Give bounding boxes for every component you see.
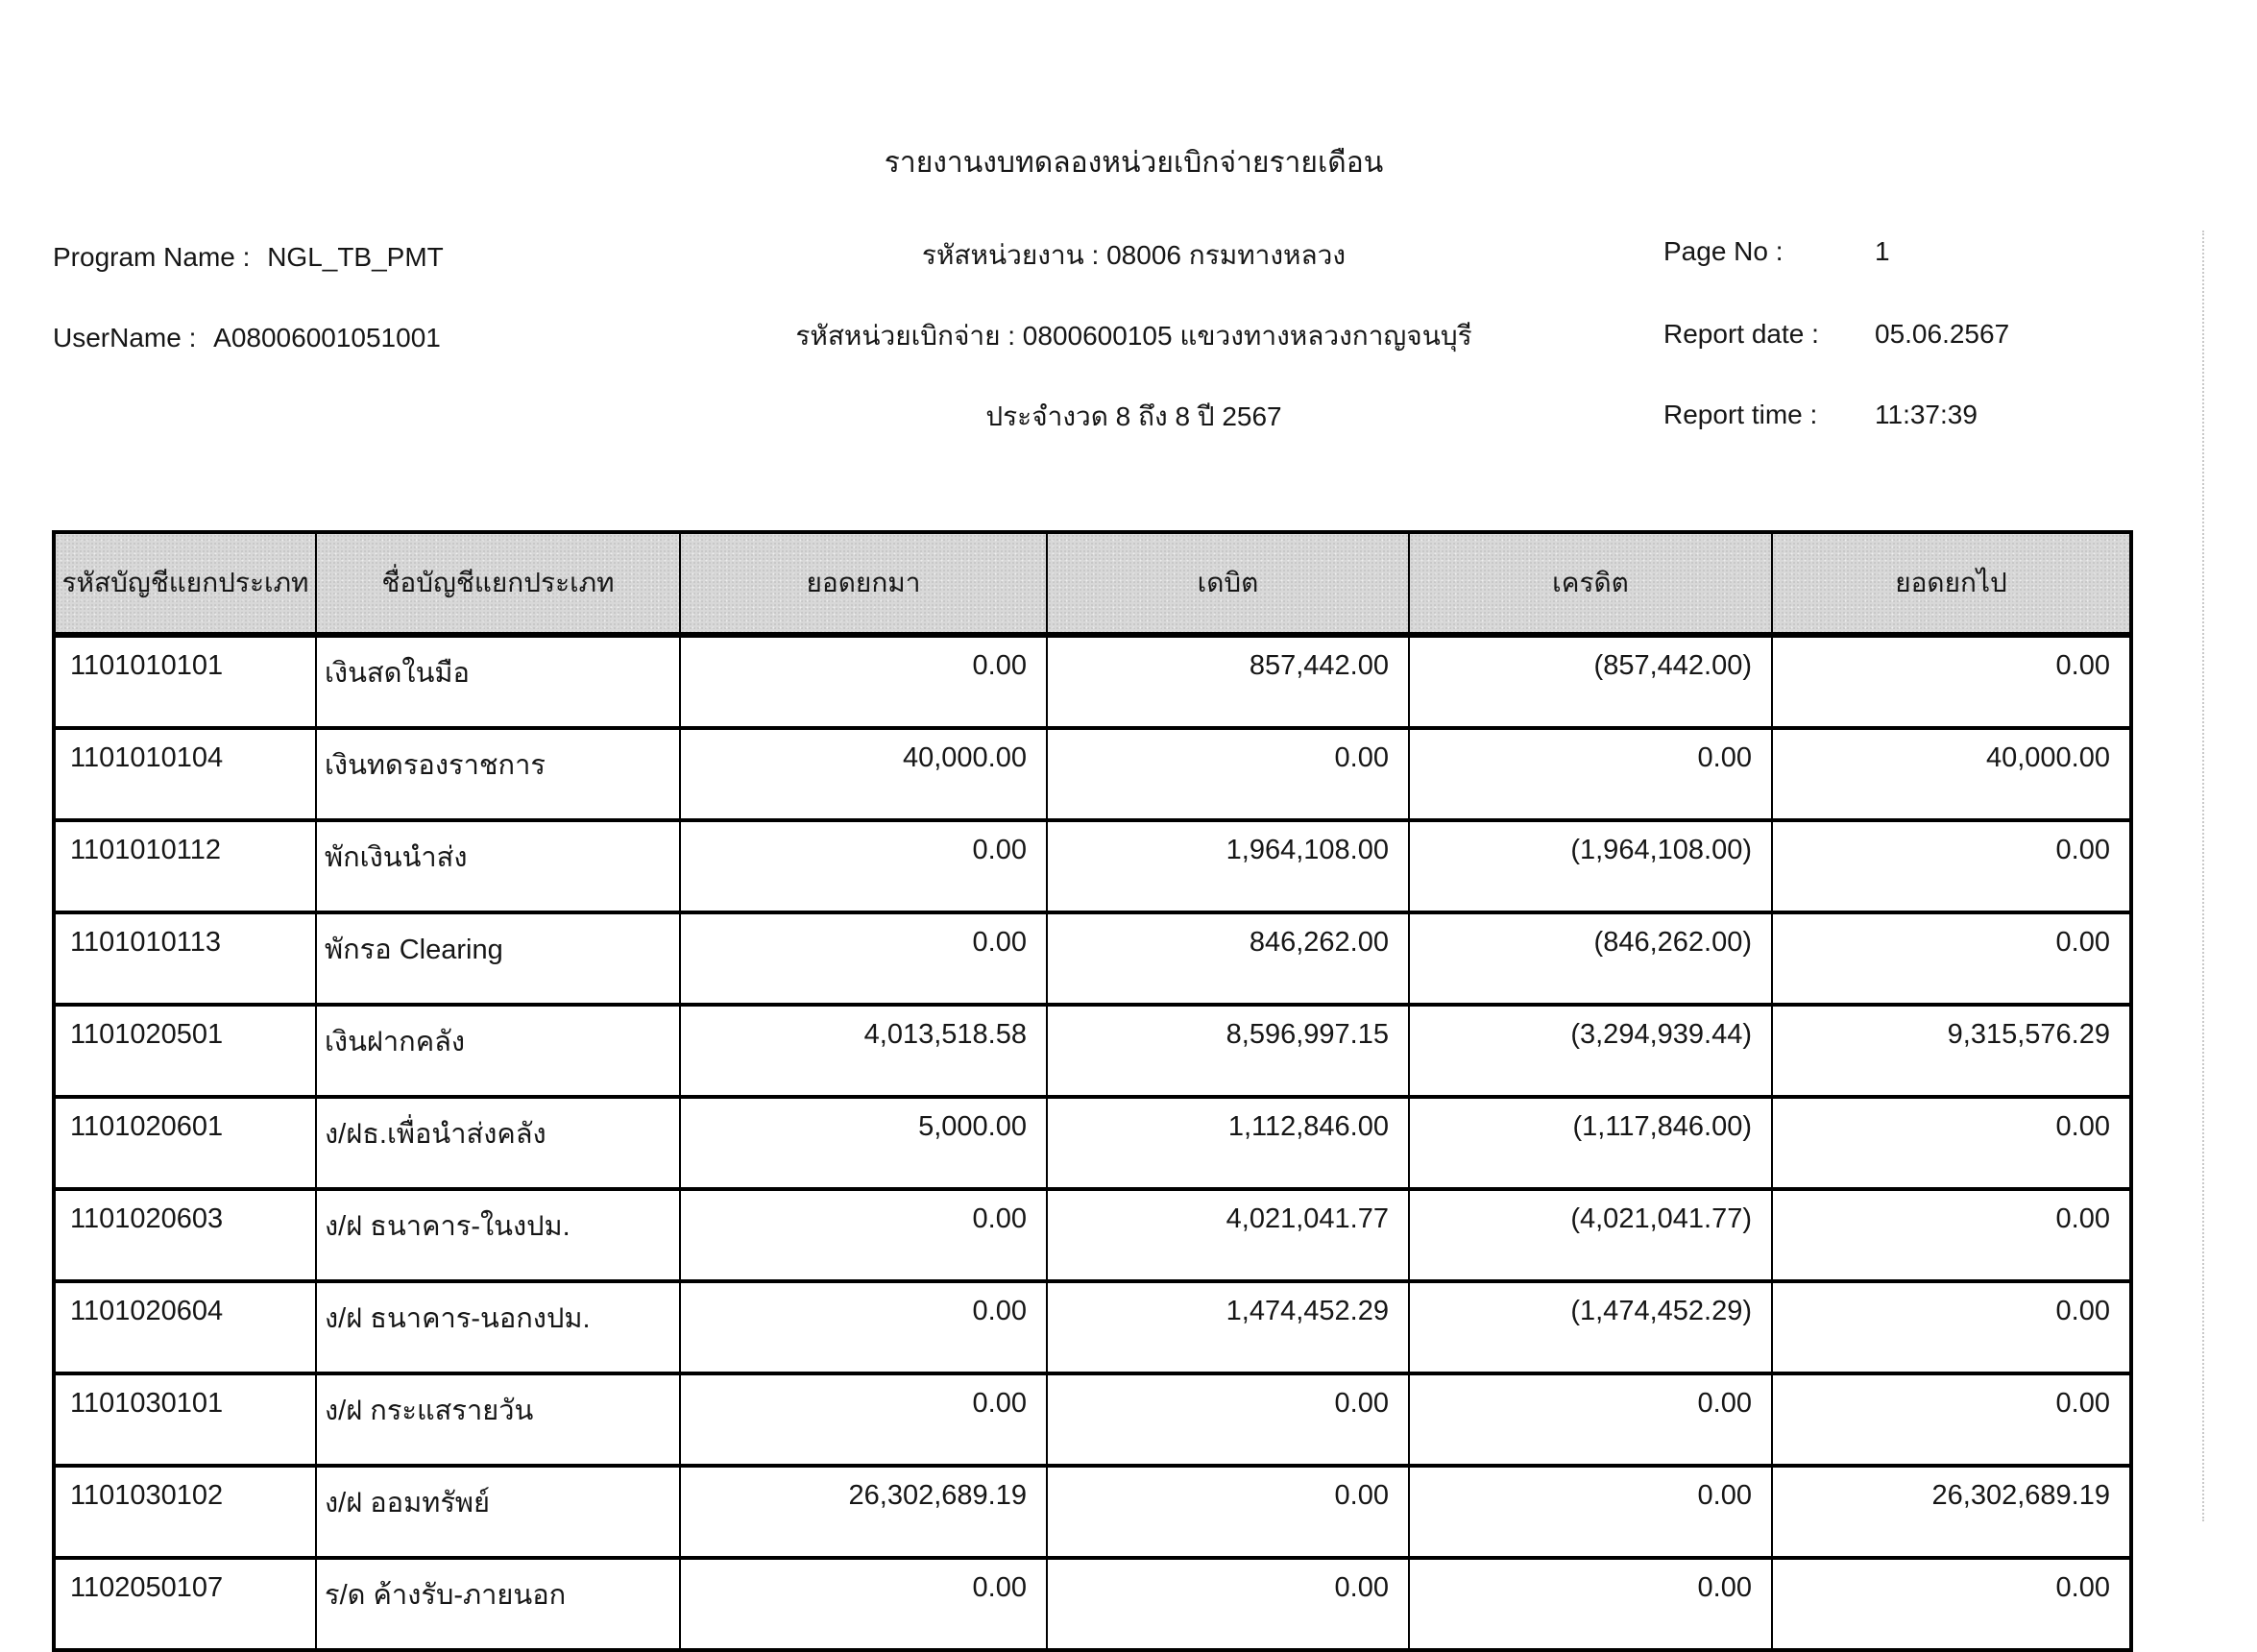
column-header-carry-forward: ยอดยกมา <box>680 532 1047 635</box>
account-code: 1101020601 <box>54 1097 316 1189</box>
account-code: 1102050107 <box>54 1558 316 1650</box>
debit-amount: 0.00 <box>1047 1466 1409 1558</box>
program-name-value: NGL_TB_PMT <box>267 242 444 272</box>
account-name: เงินฝากคลัง <box>316 1005 680 1097</box>
debit-amount: 0.00 <box>1047 1373 1409 1466</box>
agency-code-line: รหัสหน่วยงาน : 08006 กรมทางหลวง <box>921 240 1347 270</box>
table-row <box>54 820 2131 912</box>
period-line: ประจำงวด 8 ถึง 8 ปี 2567 <box>985 401 1282 431</box>
column-header-account-name: ชื่อบัญชีแยกประเภท <box>316 532 680 635</box>
table-row <box>54 1281 2131 1373</box>
credit-amount: 0.00 <box>1409 1373 1772 1466</box>
table-body <box>54 635 2131 1650</box>
table-row <box>54 1097 2131 1189</box>
balance-forward-amount: 0.00 <box>1772 1373 2131 1466</box>
column-header-debit: เดบิต <box>1047 532 1409 635</box>
table-row <box>54 1189 2131 1281</box>
debit-amount: 4,021,041.77 <box>1047 1189 1409 1281</box>
balance-forward-amount: 9,315,576.29 <box>1772 1005 2131 1097</box>
balance-forward-amount: 0.00 <box>1772 1097 2131 1189</box>
account-name: พักเงินนำส่ง <box>316 820 680 912</box>
table-header-row <box>54 532 2131 635</box>
credit-amount: 0.00 <box>1409 1558 1772 1650</box>
carry-forward-amount: 0.00 <box>680 635 1047 728</box>
account-name: เงินทดรองราชการ <box>316 728 680 820</box>
program-name-label: Program Name : <box>53 242 251 272</box>
carry-forward-amount: 0.00 <box>680 820 1047 912</box>
credit-amount: (846,262.00) <box>1409 912 1772 1005</box>
balance-forward-amount: 0.00 <box>1772 1189 2131 1281</box>
username-value: A08006001051001 <box>213 323 441 352</box>
credit-amount: 0.00 <box>1409 728 1772 820</box>
carry-forward-amount: 0.00 <box>680 912 1047 1005</box>
account-name: ง/ฝ ธนาคาร-ในงปม. <box>316 1189 680 1281</box>
report-time-label: Report time : <box>1663 400 1818 429</box>
account-code: 1101010101 <box>54 635 316 728</box>
account-name: พักรอ Clearing <box>316 912 680 1005</box>
report-date-label: Report date : <box>1663 319 1819 349</box>
column-header-account-code: รหัสบัญชีแยกประเภท <box>54 532 316 635</box>
credit-amount: (857,442.00) <box>1409 635 1772 728</box>
carry-forward-amount: 0.00 <box>680 1189 1047 1281</box>
table-row <box>54 728 2131 820</box>
debit-amount: 1,112,846.00 <box>1047 1097 1409 1189</box>
debit-amount: 857,442.00 <box>1047 635 1409 728</box>
report-time-value: 11:37:39 <box>1875 400 1978 429</box>
table-header <box>54 532 2131 635</box>
table-row <box>54 1005 2131 1097</box>
account-name: ง/ฝ ออมทรัพย์ <box>316 1466 680 1558</box>
table-row <box>54 912 2131 1005</box>
report-date-value: 05.06.2567 <box>1875 319 2010 349</box>
account-code: 1101020603 <box>54 1189 316 1281</box>
debit-amount: 0.00 <box>1047 728 1409 820</box>
carry-forward-amount: 26,302,689.19 <box>680 1466 1047 1558</box>
debit-amount: 0.00 <box>1047 1558 1409 1650</box>
disbursement-code-line: รหัสหน่วยเบิกจ่าย : 0800600105 แขวงทางหลวงกาญจนบุรี <box>795 321 1472 351</box>
account-code: 1101010104 <box>54 728 316 820</box>
balance-forward-amount: 0.00 <box>1772 820 2131 912</box>
credit-amount: (1,964,108.00) <box>1409 820 1772 912</box>
trial-balance-table <box>52 530 2133 1652</box>
balance-forward-amount: 0.00 <box>1772 635 2131 728</box>
account-code: 1101010112 <box>54 820 316 912</box>
balance-forward-amount: 0.00 <box>1772 912 2131 1005</box>
carry-forward-amount: 0.00 <box>680 1373 1047 1466</box>
page-no-label: Page No : <box>1663 236 1784 266</box>
account-name: ง/ฝธ.เพื่อนำส่งคลัง <box>316 1097 680 1189</box>
carry-forward-amount: 4,013,518.58 <box>680 1005 1047 1097</box>
credit-amount: (1,474,452.29) <box>1409 1281 1772 1373</box>
debit-amount: 846,262.00 <box>1047 912 1409 1005</box>
carry-forward-amount: 0.00 <box>680 1558 1047 1650</box>
credit-amount: 0.00 <box>1409 1466 1772 1558</box>
table-row <box>54 1558 2131 1650</box>
balance-forward-amount: 0.00 <box>1772 1558 2131 1650</box>
debit-amount: 1,964,108.00 <box>1047 820 1409 912</box>
table-row <box>54 1466 2131 1558</box>
debit-amount: 8,596,997.15 <box>1047 1005 1409 1097</box>
account-code: 1101010113 <box>54 912 316 1005</box>
credit-amount: (1,117,846.00) <box>1409 1097 1772 1189</box>
carry-forward-amount: 5,000.00 <box>680 1097 1047 1189</box>
username-label: UserName : <box>53 323 197 352</box>
credit-amount: (4,021,041.77) <box>1409 1189 1772 1281</box>
column-header-balance-forward: ยอดยกไป <box>1772 532 2131 635</box>
account-name: เงินสดในมือ <box>316 635 680 728</box>
balance-forward-amount: 40,000.00 <box>1772 728 2131 820</box>
account-code: 1101030102 <box>54 1466 316 1558</box>
table-row <box>54 635 2131 728</box>
account-name: ร/ด ค้างรับ-ภายนอก <box>316 1558 680 1650</box>
account-code: 1101020501 <box>54 1005 316 1097</box>
column-header-credit: เครดิต <box>1409 532 1772 635</box>
balance-forward-amount: 26,302,689.19 <box>1772 1466 2131 1558</box>
credit-amount: (3,294,939.44) <box>1409 1005 1772 1097</box>
debit-amount: 1,474,452.29 <box>1047 1281 1409 1373</box>
account-code: 1101030101 <box>54 1373 316 1466</box>
balance-forward-amount: 0.00 <box>1772 1281 2131 1373</box>
account-name: ง/ฝ กระแสรายวัน <box>316 1373 680 1466</box>
page-title: รายงานงบทดลองหน่วยเบิกจ่ายรายเดือน <box>884 147 1384 179</box>
account-name: ง/ฝ ธนาคาร-นอกงปม. <box>316 1281 680 1373</box>
page-no-value: 1 <box>1875 236 1890 266</box>
account-code: 1101020604 <box>54 1281 316 1373</box>
table-row <box>54 1373 2131 1466</box>
carry-forward-amount: 40,000.00 <box>680 728 1047 820</box>
carry-forward-amount: 0.00 <box>680 1281 1047 1373</box>
